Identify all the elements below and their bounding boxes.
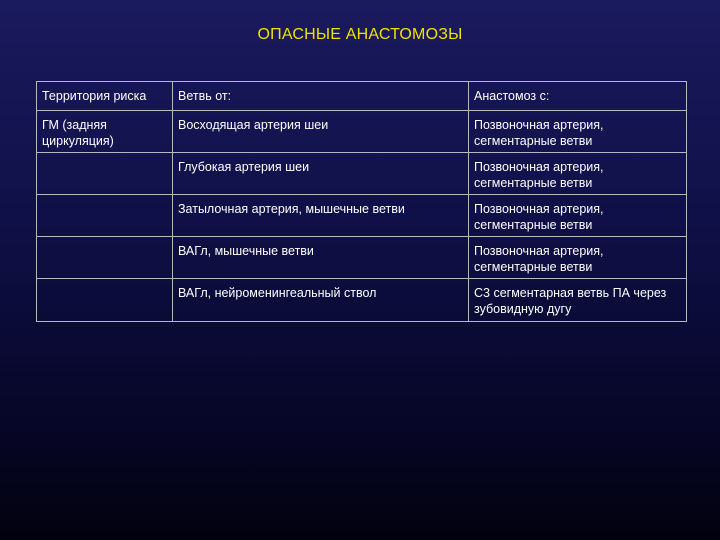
anastomosis-cell: Позвоночная артерия, сегментарные ветви [469,111,687,153]
branch-cell: Восходящая артерия шеи [173,111,469,153]
anastomosis-cell: Позвоночная артерия, сегментарные ветви [469,153,687,195]
empty-cell [37,195,173,237]
territory-cell: ГМ (задняя циркуляция) [37,111,173,153]
empty-cell [37,279,173,322]
anastomosis-cell: Позвоночная артерия, сегментарные ветви [469,195,687,237]
empty-cell [37,237,173,279]
branch-cell: ВАГл, нейроменингеальный ствол [173,279,469,322]
table-row [37,111,687,153]
slide-title: ОПАСНЫЕ АНАСТОМОЗЫ [257,26,463,43]
anastomoses-table [36,81,687,322]
anastomosis-cell: С3 сегментарная ветвь ПА через зубовидную дугу [469,279,687,322]
empty-cell [37,153,173,195]
branch-cell: ВАГл, мышечные ветви [173,237,469,279]
table-row [37,237,687,279]
table-row [37,279,687,322]
table-row [37,153,687,195]
header-branch: Ветвь от: [173,82,469,111]
anastomosis-cell: Позвоночная артерия, сегментарные ветви [469,237,687,279]
header-anastomosis: Анастомоз с: [469,82,687,111]
branch-cell: Глубокая артерия шеи [173,153,469,195]
table-header-row [37,82,687,111]
branch-cell: Затылочная артерия, мышечные ветви [173,195,469,237]
header-territory: Территория риска [37,82,173,111]
table-row [37,195,687,237]
